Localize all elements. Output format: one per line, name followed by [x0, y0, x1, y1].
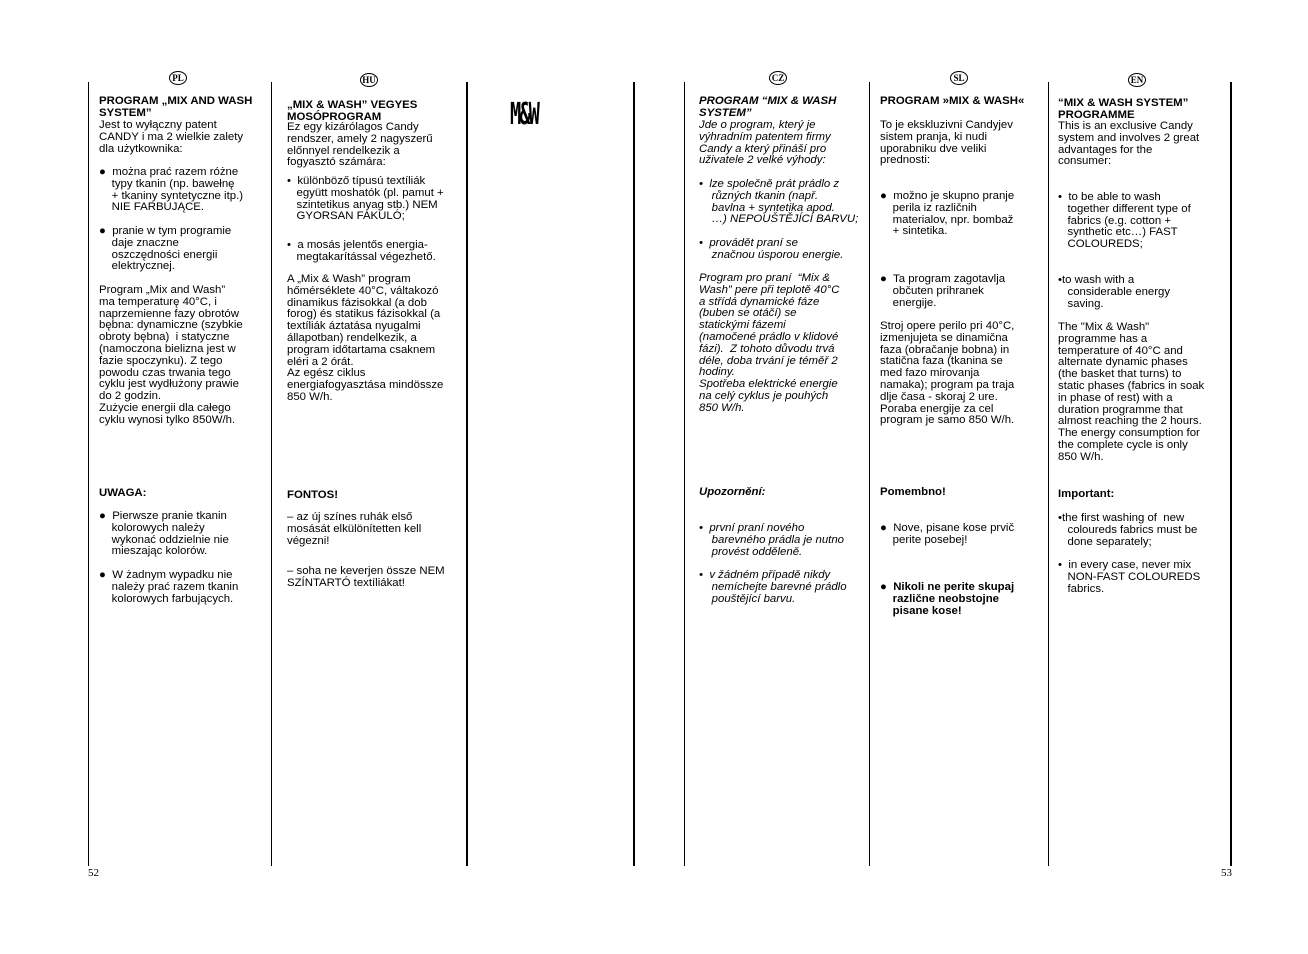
column-rule	[1230, 82, 1232, 866]
text-block: ● W żadnym wypadku nie należy prać razem tkanin kolorowych farbujących.	[99, 569, 239, 605]
language-badge-hu: HU	[360, 73, 378, 87]
text-block: „MIX & WASH” VEGYES MOSÓPROGRAM	[287, 99, 418, 123]
text-block: – soha ne keverjen össze NEM SZÍNTARTÓ textíliákat!	[287, 565, 445, 589]
text-block: To je ekskluzivni Candyjev sistem pranja, ki nudi uporabniku dve veliki prednosti:	[880, 119, 1013, 167]
column-rule	[869, 82, 870, 866]
text-block: • provádět praní se značnou úsporou energie.	[699, 237, 844, 261]
text-block: • in every case, never mix NON-FAST COLOUREDS fabrics.	[1058, 559, 1201, 595]
text-block: Program pro praní “Mix & Wash” pere při teplotě 40°C a střídá dynamické fáze (buben se otáčí) se statickými fázemi (namočené prádlo v klidové fázi). Z tohoto důvodu trvá déle, doba trvání je téměř 2 hodiny. Spotřeba elektrické energie na celý cyklus je pouhých 850 W/h.	[699, 272, 840, 414]
text-block: PROGRAM “MIX & WASH SYSTEM”	[699, 95, 837, 119]
text-block: Important:	[1058, 488, 1115, 500]
text-block: The "Mix & Wash" programme has a temperature of 40°C and alternate dynamic phases (the basket that turns) to static phases (fabrics in soak in phase of rest) with a duration programme that almost reaching the 2 hours. The energy consumption for the complete cycle is only 850 W/h.	[1058, 321, 1205, 463]
text-block: Jest to wyłączny patent CANDY i ma 2 wielkie zalety dla użytkownika:	[99, 119, 244, 155]
language-badge-pl: PL	[169, 71, 187, 85]
text-block: FONTOS!	[287, 489, 339, 501]
text-block: PROGRAM »MIX & WASH«	[880, 95, 1025, 107]
text-block: PROGRAM „MIX AND WASH SYSTEM”	[99, 95, 253, 119]
text-block: Stroj opere perilo pri 40°C, izmenjujeta se dinamična faza (obračanje bobna) in statična faza (tkanina se med fazo mirovanja namaka); program pa traja dlje časa - skoraj 2 ure. Poraba energije za cel program je samo 850 W/h.	[880, 320, 1015, 427]
language-badge-sl: SL	[950, 71, 968, 85]
column-rule	[684, 82, 685, 866]
page-number-right: 53	[1221, 867, 1232, 879]
text-block: • první praní nového barevného prádla je nutno provést odděleně.	[699, 522, 845, 558]
text-block: •to wash with a considerable energy saving.	[1058, 274, 1171, 310]
mix-and-wash-logo: M&W	[510, 97, 539, 132]
text-block: ● można prać razem różne typy tkanin (np. bawełnę + tkaniny syntetyczne itp.) NIE FARBUJĄCE.	[99, 166, 244, 214]
column-rule	[466, 82, 468, 866]
text-block: A „Mix & Wash” program hőmérséklete 40°C, váltakozó dinamikus fázisokkal (a dob forog) és statikus fázisokkal (a textíliák áztatása nyugalmi állapotban) rendelkezik, a program időtartama csaknem eléri a 2 órát. Az egész ciklus energiafogyasztása mindössze 850 W/h.	[287, 273, 444, 403]
text-block: ● Ta program zagotavlja občuten prihranek energije.	[880, 273, 1006, 309]
text-block: Upozornění:	[699, 486, 766, 498]
text-block: – az új színes ruhák első mosását elkülönítetten kell végezni!	[287, 511, 422, 547]
text-block: Ez egy kizárólagos Candy rendszer, amely 2 nagyszerű előnnyel rendelkezik a fogyasztó számára:	[287, 121, 433, 169]
text-block: • v žádném případě nikdy nemíchejte barevné prádlo pouštějící barvu.	[699, 569, 847, 605]
column-rule	[88, 82, 89, 866]
text-block: ● pranie w tym programie daje znaczne oszczędności energii elektrycznej.	[99, 225, 232, 273]
column-rule	[1048, 82, 1049, 866]
text-block: Pomembno!	[880, 486, 946, 498]
page-number-left: 52	[88, 867, 99, 879]
text-block: ● Nove, pisane kose prvič perite posebej!	[880, 522, 1015, 546]
text-block: UWAGA:	[99, 487, 147, 499]
text-block: • to be able to wash together different type of fabrics (e.g. cotton + synthetic etc…) FAST COLOUREDS;	[1058, 191, 1191, 251]
text-block: This is an exclusive Candy system and involves 2 great advantages for the consumer:	[1058, 120, 1200, 168]
text-block: • a mosás jelentős energia- megtakarítással végezhető.	[287, 239, 436, 263]
language-badge-cz: CZ	[769, 71, 787, 85]
language-badge-en: EN	[1128, 73, 1146, 87]
text-block: • lze společně prát prádlo z různých tkanin (např. bavlna + syntetika apod. …) NEPOUŠTĚJÍCÍ BARVU;	[699, 178, 859, 226]
column-rule	[633, 82, 635, 866]
text-block: ● Nikoli ne perite skupaj različne neobstojne pisane kose!	[880, 581, 1015, 617]
text-block: Jde o program, který je výhradním patentem firmy Candy a který přináší pro uživatele 2 velké výhody:	[699, 119, 831, 167]
text-block: ● možno je skupno pranje perila iz različnih materialov, npr. bombaž + sintetika.	[880, 190, 1015, 238]
text-block: • különböző típusú textíliák együtt moshatók (pl. pamut + szintetikus anyag stb.) NEM GYORSAN FAKULÓ;	[287, 175, 444, 223]
text-block: Program „Mix and Wash” ma temperaturę 40°C, i naprzemienne fazy obrotów bębna: dynamiczne (szybkie obroty bębna) i statyczne (namoczona bielizna jest w fazie spoczynku). Z tego powodu czas trwania tego cyklu jest wydłużony prawie do 2 godzin. Zużycie energii dla całego cyklu wynosi tylko 850W/h.	[99, 284, 243, 426]
column-rule	[271, 82, 272, 866]
text-block: •the first washing of new coloureds fabrics must be done separately;	[1058, 512, 1198, 548]
text-block: “MIX & WASH SYSTEM” PROGRAMME	[1058, 97, 1189, 121]
text-block: ● Pierwsze pranie tkanin kolorowych należy wykonać oddzielnie nie mieszając kolorów.	[99, 510, 229, 558]
